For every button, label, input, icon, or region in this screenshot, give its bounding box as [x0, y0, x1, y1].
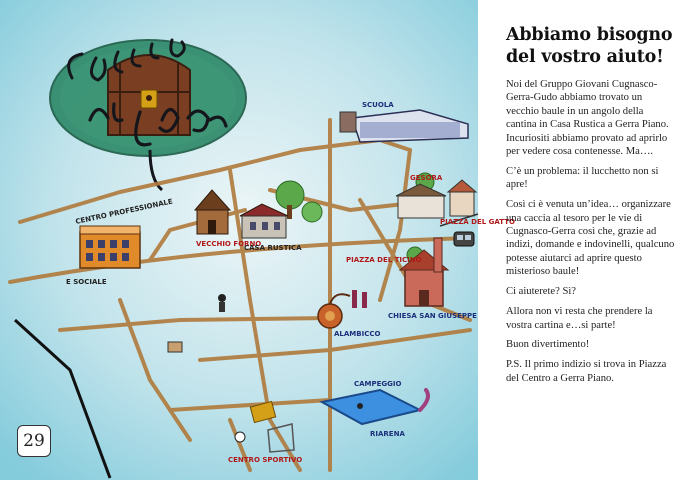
- page-number: 29: [17, 425, 51, 457]
- label-piazza-del-ticino: PIAZZA DEL TICINO: [346, 256, 422, 264]
- label-gesora: GESORA: [410, 174, 443, 182]
- paragraph-idea: Così ci è venuta un’idea… organizzare una caccia al tesoro per le vie di Cugnasco-Gerra così che, grazie ad indizi, domande e indovinelli, qualcuno potesse aiutarci ad aprire questo misterioso baule!: [506, 199, 675, 278]
- article-column: [506, 24, 676, 392]
- label-chiesa: CHIESA SAN GIUSEPPE: [388, 312, 477, 320]
- label-centro-professionale: CENTRO PROFESSIONALE: [74, 197, 174, 226]
- label-campeggio: CAMPEGGIO: [354, 380, 402, 388]
- label-riarena: RIARENA: [370, 430, 405, 438]
- title-line-1: Abbiamo bisogno: [506, 25, 673, 45]
- article-title: [506, 24, 676, 68]
- label-alambicco: ALAMBICCO: [334, 330, 381, 338]
- paragraph-question: Ci aiuterete? Sì?: [506, 286, 577, 298]
- label-e-sociale: E SOCIALE: [66, 278, 107, 286]
- label-piazza-del-gatto: PIAZZA DEL GATTO: [440, 218, 515, 226]
- treasure-chest-icon: [108, 55, 190, 135]
- paragraph-start: Allora non vi resta che prendere la vostra cartina e…si parte!: [506, 306, 653, 331]
- title-line-2: del vostro aiuto!: [506, 47, 664, 67]
- paragraph-problem: C’è un problema: il lucchetto non si apre!: [506, 165, 659, 191]
- paragraph-ps: P.S. Il primo indizio si trova in Piazza del Centro a Gerra Piano.: [506, 359, 667, 384]
- paragraph-fun: Buon divertimento!: [506, 339, 590, 351]
- label-scuola: SCUOLA: [362, 101, 394, 109]
- label-vecchio-forno: VECCHIO FORNO: [196, 240, 262, 248]
- label-centro-sportivo: CENTRO SPORTIVO: [228, 456, 303, 464]
- paragraph-intro: Noi del Gruppo Giovani Cugnasco-Gerra-Gudo abbiamo trovato un vecchio baule in un angolo della cantina in Casa Rustica a Gerra Piano. Incuriositi abbiamo provato ad aprirlo per vedere cosa contenesse. Ma….: [506, 79, 669, 158]
- label-casa-rustica: CASA RUSTICA: [244, 244, 302, 252]
- centro-professionale-building: [80, 226, 140, 268]
